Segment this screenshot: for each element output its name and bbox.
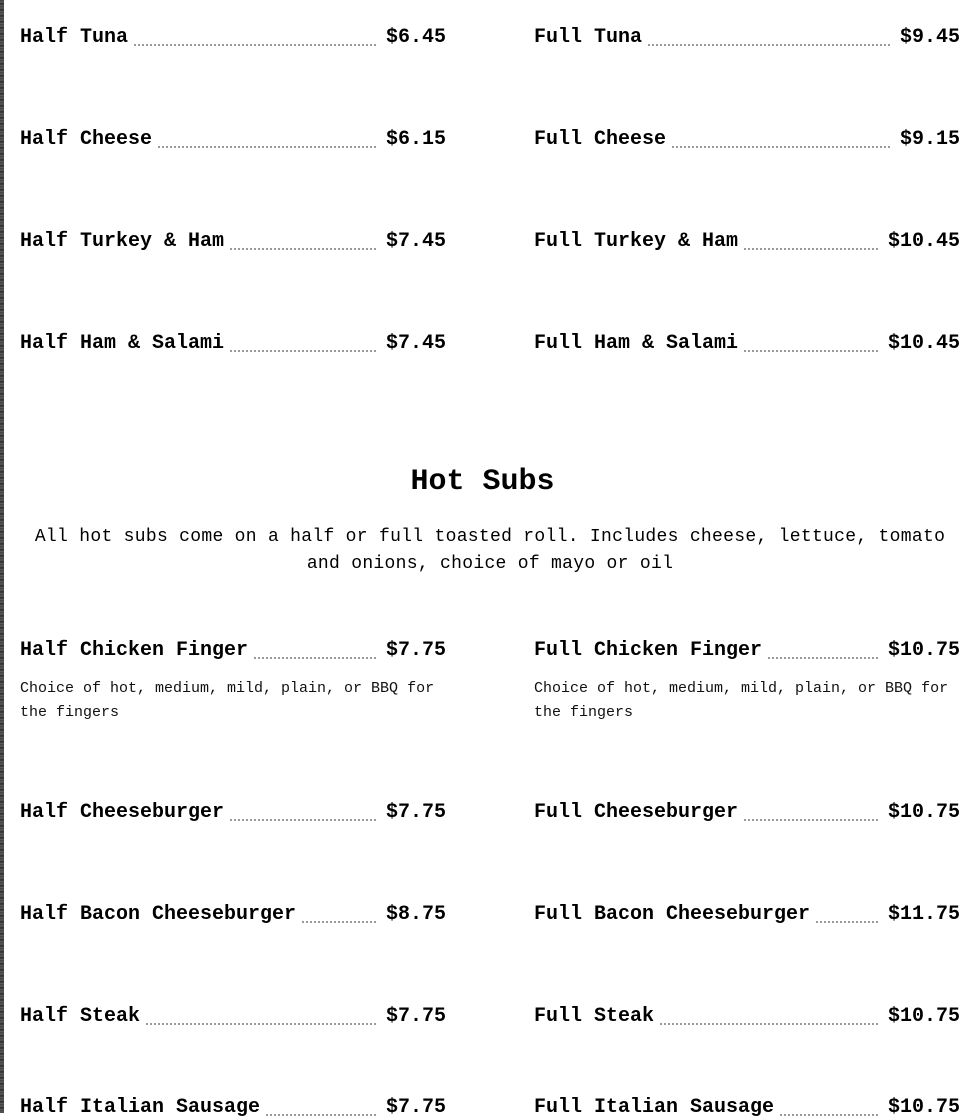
item-name: Half Ham & Salami [20,332,225,355]
menu-item[interactable] [20,26,446,50]
dot-leader [744,248,878,250]
menu-item[interactable] [534,332,960,356]
menu-item[interactable] [534,639,960,725]
menu-item[interactable] [20,903,446,927]
dot-leader [254,657,376,659]
item-name: Half Steak [20,1005,141,1028]
item-price: $10.45 [887,230,960,253]
item-price: $6.15 [385,128,446,151]
menu-item[interactable] [20,801,446,825]
item-note: Choice of hot, medium, mild, plain, or BBQ for the fingers [20,680,435,721]
item-price: $7.75 [385,1005,446,1028]
item-price: $10.75 [887,801,960,824]
item-name: Half Tuna [20,26,129,49]
item-price: $9.15 [899,128,960,151]
item-price: $7.75 [385,639,446,662]
item-name: Full Turkey & Ham [534,230,739,253]
item-price: $8.75 [385,903,446,926]
item-name: Full Italian Sausage [534,1096,775,1119]
dot-leader [146,1023,376,1025]
section-title: Hot Subs [410,465,555,499]
dot-leader [266,1114,376,1116]
item-name: Full Steak [534,1005,655,1028]
page-left-border [0,0,4,1113]
menu-item[interactable] [534,801,960,825]
dot-leader [816,921,878,923]
item-name: Half Chicken Finger [20,639,249,662]
dot-leader [648,44,890,46]
menu-item[interactable] [534,1096,960,1120]
menu-item[interactable] [20,332,446,356]
item-name: Full Chicken Finger [534,639,763,662]
item-name: Full Ham & Salami [534,332,739,355]
item-price: $10.75 [887,1005,960,1028]
item-price: $7.45 [385,332,446,355]
dot-leader [134,44,376,46]
dot-leader [230,819,376,821]
item-name: Half Cheeseburger [20,801,225,824]
item-price: $7.45 [385,230,446,253]
item-price: $11.75 [887,903,960,926]
dot-leader [744,819,878,821]
item-name: Full Cheeseburger [534,801,739,824]
menu-item[interactable] [534,903,960,927]
item-price: $10.45 [887,332,960,355]
menu-item[interactable] [20,1096,446,1120]
item-price: $10.75 [887,1096,960,1119]
menu-item[interactable] [534,230,960,254]
menu-item[interactable] [20,128,446,152]
item-price: $7.75 [385,1096,446,1119]
menu-item[interactable] [534,128,960,152]
item-price: $6.45 [385,26,446,49]
dot-leader [768,657,878,659]
menu-item[interactable] [20,230,446,254]
item-name: Full Cheese [534,128,667,151]
dot-leader [158,146,376,148]
dot-leader [660,1023,878,1025]
section-description: All hot subs come on a half or full toasted roll. Includes cheese, lettuce, tomato and onions, choice of mayo or oil [34,527,946,574]
item-price: $9.45 [899,26,960,49]
menu-item[interactable] [20,639,446,725]
item-name: Half Turkey & Ham [20,230,225,253]
item-name: Full Bacon Cheeseburger [534,903,811,926]
item-name: Half Cheese [20,128,153,151]
menu-item[interactable] [534,1005,960,1029]
item-name: Half Bacon Cheeseburger [20,903,297,926]
dot-leader [230,248,376,250]
dot-leader [302,921,376,923]
item-name: Full Tuna [534,26,643,49]
menu-item[interactable] [20,1005,446,1029]
item-note: Choice of hot, medium, mild, plain, or BBQ for the fingers [534,680,949,721]
dot-leader [780,1114,878,1116]
item-price: $10.75 [887,639,960,662]
item-name: Half Italian Sausage [20,1096,261,1119]
dot-leader [744,350,878,352]
dot-leader [672,146,890,148]
item-price: $7.75 [385,801,446,824]
dot-leader [230,350,376,352]
menu-item[interactable] [534,26,960,50]
